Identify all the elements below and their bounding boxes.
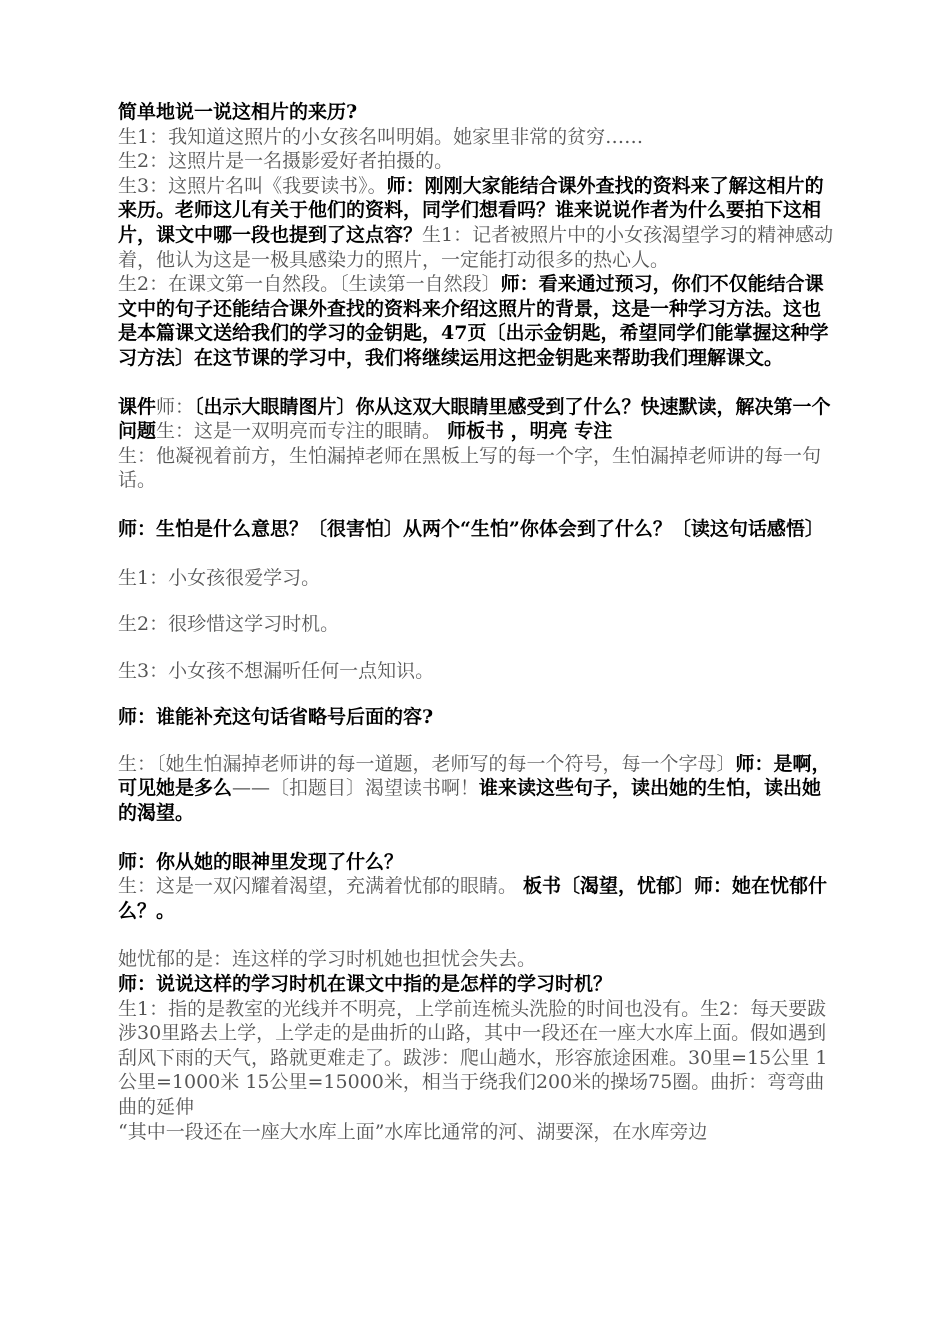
text-run: 生1：小女孩很爱学习。 bbox=[118, 566, 321, 589]
paragraph bbox=[118, 444, 838, 493]
text-run: 生：这是一双闪耀着渴望，充满着忧郁的眼睛。 bbox=[118, 875, 524, 898]
paragraph bbox=[118, 149, 838, 174]
paragraph bbox=[118, 752, 838, 826]
paragraph-spacer bbox=[118, 637, 838, 659]
paragraph bbox=[118, 566, 838, 591]
bold-text-run: 师：刚刚大家能结合课外查找的资料来了解这相片的来历。老师这儿有关于他们的资料，同学们想看吗？谁来说说作者为什么要拍下这相片，课文中哪一段也提到了这点容？ bbox=[118, 174, 824, 246]
text-run: 生2：在课文第一自然段。〔生读第一自然段〕 bbox=[118, 273, 501, 296]
bold-text-run: 谁来读这些句子，读出她的生怕，读出她的渴望。 bbox=[118, 777, 822, 825]
paragraph bbox=[118, 174, 838, 272]
bold-text-run: 师：说说这样的学习时机在课文中指的是怎样的学习时机？ bbox=[118, 973, 613, 996]
text-run: ——〔扣题目〕渴望读书啊！ bbox=[232, 777, 480, 800]
text-run: 生3：这照片名叫《我要读书》。 bbox=[118, 174, 387, 197]
paragraph bbox=[118, 659, 838, 684]
bold-text-run: 简单地说一说这相片的来历? bbox=[118, 101, 358, 123]
paragraph bbox=[118, 874, 838, 923]
text-run: 生1：记者被照片中的小女孩渴望学习的精神感动着，他认为这是一极具感染力的照片，一定能打动很多的热心人。 bbox=[118, 223, 834, 271]
paragraph bbox=[118, 972, 838, 997]
text-run: 生：他凝视着前方，生怕漏掉老师在黑板上写的每一个字，生怕漏掉老师讲的每一句话。 bbox=[118, 444, 822, 492]
bold-text-run: 师板书 ，明亮 专注 bbox=[447, 420, 613, 443]
bold-text-run: 课件 bbox=[118, 395, 157, 418]
text-run: 生3：小女孩不想漏听任何一点知识。 bbox=[118, 659, 435, 682]
bold-text-run: 板书〔渴望，忧郁〕师：她在忧郁什么？。 bbox=[118, 875, 828, 922]
bold-text-run: 师：生怕是什么意思？〔很害怕〕从两个“生怕”你体会到了什么？〔读这句话感悟〕 bbox=[118, 517, 824, 540]
paragraph bbox=[118, 125, 838, 150]
paragraph bbox=[118, 612, 838, 637]
paragraph-spacer bbox=[118, 542, 838, 566]
text-run: 生：〔她生怕漏掉老师讲的每一道题，老师写的每一个符号，每一个字母〕 bbox=[118, 752, 736, 775]
text-run: 她忧郁的是：连这样的学习时机她也担忧会失去。 bbox=[118, 948, 537, 971]
paragraph bbox=[118, 395, 838, 444]
text-run: 师： bbox=[156, 395, 195, 418]
bold-text-run: 〔出示大眼睛图片〕你从这双大眼睛里感受到了什么？快速默读，解决第一个问题 bbox=[118, 395, 831, 443]
paragraph-spacer bbox=[118, 683, 838, 705]
bold-text-run: 师：谁能补充这句话省略号后面的容? bbox=[118, 706, 434, 729]
paragraph bbox=[118, 997, 838, 1120]
bold-text-run: 师：看来通过预习，你们不仅能结合课文中的句子还能结合课外查找的资料来介绍这照片的背景，这是一种学习方法。这也是本篇课文送给我们的学习的金钥匙，47页〔出示金钥匙，希望同学们能掌握这种学习方法〕在这节课的学习中，我们将继续运用这把金钥匙来帮助我们理解课文。 bbox=[118, 273, 829, 369]
text-run: 生：这是一双明亮而专注的眼睛。 bbox=[156, 420, 448, 443]
text-run: 生1：指的是教室的光线并不明亮，上学前连梳头洗脸的时间也没有。生2：每天要跋涉30里路去上学，上学走的是曲折的山路，其中一段还在一座大水库上面。假如遇到刮风下雨的天气，路就更难走了。跋涉：爬山趟水，形容旅途困难。30里=15公里 1公里=1000米 15公里=15000米，相当于绕我们200米的操场75圈。曲折：弯弯曲曲的延伸 bbox=[118, 997, 828, 1118]
paragraph bbox=[118, 517, 838, 542]
paragraph bbox=[118, 100, 838, 125]
paragraph bbox=[118, 947, 838, 972]
text-run: 生2：这照片是一名摄影爱好者拍摄的。 bbox=[118, 150, 454, 173]
paragraph-spacer bbox=[118, 923, 838, 947]
paragraph-spacer bbox=[118, 730, 838, 752]
bold-text-run: 师：是啊，可见她是多么 bbox=[118, 752, 831, 800]
paragraph-spacer bbox=[118, 371, 838, 395]
text-run: “其中一段还在一座大水库上面”水库比通常的河、湖要深，在水库旁边 bbox=[118, 1120, 708, 1143]
text-run: 生2：很珍惜这学习时机。 bbox=[118, 613, 340, 636]
paragraph bbox=[118, 1120, 838, 1145]
paragraph bbox=[118, 705, 838, 730]
text-run: 生1：我知道这照片的小女孩名叫明娟。她家里非常的贫穷…… bbox=[118, 125, 644, 148]
bold-text-run: 师：你从她的眼神里发现了什么？ bbox=[118, 850, 404, 873]
paragraph-spacer bbox=[118, 493, 838, 517]
paragraph bbox=[118, 850, 838, 875]
paragraph-spacer bbox=[118, 590, 838, 612]
paragraph bbox=[118, 272, 838, 370]
paragraph-spacer bbox=[118, 826, 838, 850]
document-page bbox=[118, 100, 838, 1144]
